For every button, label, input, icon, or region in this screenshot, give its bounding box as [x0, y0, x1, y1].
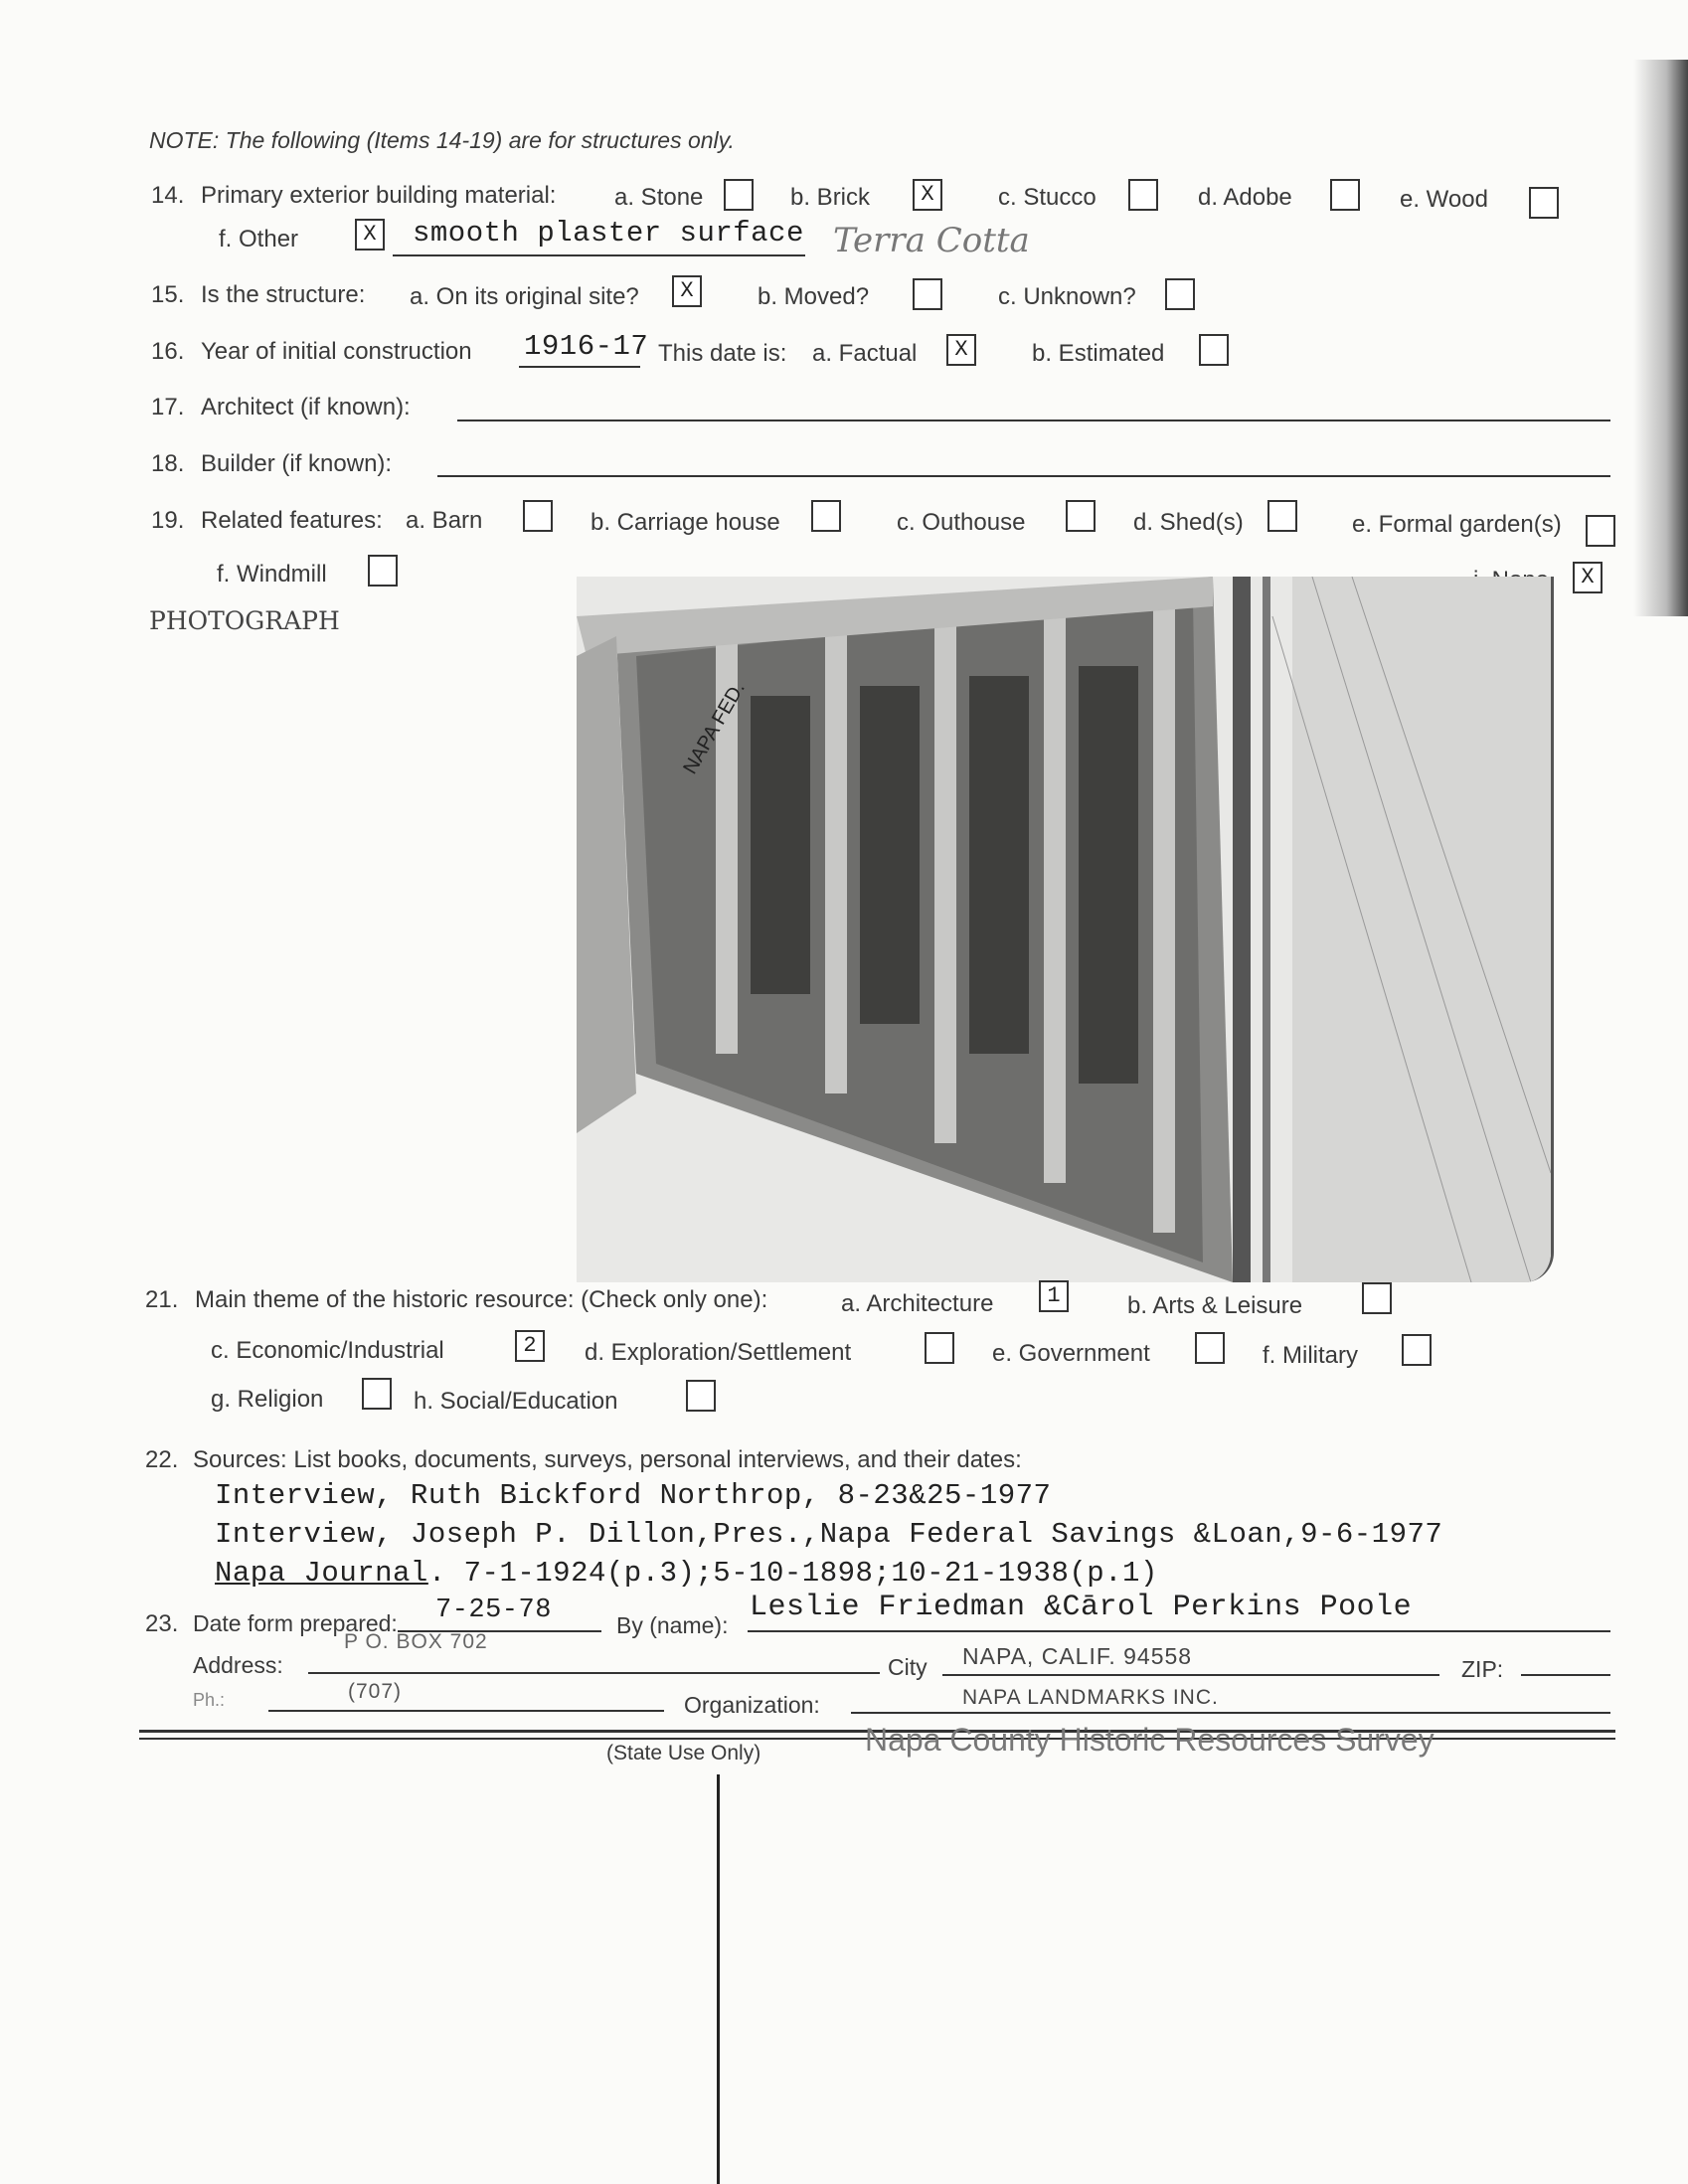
item-15-number: 15. — [151, 281, 185, 308]
stone-checkbox[interactable] — [724, 179, 754, 211]
note-text: NOTE: The following (Items 14-19) are for structures only. — [149, 127, 735, 153]
city-value: NAPA, CALIF. 94558 — [962, 1643, 1193, 1669]
source-line-1: Interview, Ruth Bickford Northrop, 8-23&25-1977 — [215, 1479, 1052, 1512]
phone-label: Ph.: — [193, 1690, 226, 1710]
original-site-label: a. On its original site? — [410, 283, 639, 310]
photograph-label: PHOTOGRAPH — [149, 606, 340, 635]
state-use-label: (State Use Only) — [606, 1742, 761, 1764]
zip-underline — [1521, 1674, 1610, 1676]
by-name-label: By (name): — [616, 1612, 729, 1638]
item-17-number: 17. — [151, 394, 185, 420]
date-is-label: This date is: — [658, 340, 787, 367]
wood-label: e. Wood — [1400, 186, 1488, 213]
page-edge-shadow — [1633, 60, 1688, 616]
carriage-house-checkbox[interactable] — [811, 500, 841, 532]
outhouse-label: c. Outhouse — [897, 509, 1026, 536]
builder-line[interactable] — [437, 475, 1610, 477]
handwritten-terra-cotta: Terra Cotta — [833, 221, 1030, 260]
other-underline — [393, 254, 805, 256]
stucco-checkbox[interactable] — [1128, 179, 1158, 211]
arts-leisure-label: b. Arts & Leisure — [1127, 1292, 1303, 1319]
item-14-label: Primary exterior building material: — [201, 182, 557, 209]
stone-label: a. Stone — [614, 184, 704, 211]
original-site-checkbox[interactable]: X — [672, 275, 702, 307]
date-prepared-value: 7-25-78 — [435, 1596, 552, 1625]
building-photograph — [577, 577, 1554, 1282]
government-label: e. Government — [992, 1340, 1150, 1367]
economic-industrial-label: c. Economic/Industrial — [211, 1337, 444, 1364]
factual-label: a. Factual — [812, 340, 918, 367]
factual-checkbox[interactable]: X — [946, 334, 976, 366]
moved-label: b. Moved? — [758, 283, 870, 310]
item-21-label: Main theme of the historic resource: (Check only one): — [195, 1286, 768, 1313]
military-checkbox[interactable] — [1402, 1334, 1432, 1366]
item-15-label: Is the structure: — [201, 281, 366, 308]
address-label: Address: — [193, 1652, 283, 1678]
social-education-checkbox[interactable] — [686, 1380, 716, 1412]
brick-checkbox[interactable]: X — [913, 179, 942, 211]
government-checkbox[interactable] — [1195, 1332, 1225, 1364]
formal-garden-checkbox[interactable] — [1586, 515, 1615, 547]
organization-value: NAPA LANDMARKS INC. — [962, 1686, 1219, 1709]
adobe-checkbox[interactable] — [1330, 179, 1360, 211]
address-value: P O. BOX 702 — [344, 1630, 488, 1653]
item-16-label: Year of initial construction — [201, 338, 472, 365]
state-use-divider — [717, 1774, 720, 2184]
none-checkbox[interactable]: X — [1573, 562, 1603, 593]
adobe-label: d. Adobe — [1198, 184, 1292, 211]
social-education-label: h. Social/Education — [414, 1388, 618, 1415]
item-22-label: Sources: List books, documents, surveys, personal interviews, and their dates: — [193, 1446, 1022, 1473]
other-material-value: smooth plaster surface — [413, 217, 804, 250]
religion-checkbox[interactable] — [362, 1378, 392, 1410]
item-21-number: 21. — [145, 1286, 179, 1313]
organization-underline — [851, 1712, 1610, 1714]
journal-dates: . 7-1-1924(p.3);5-10-1898;10-21-1938(p.1) — [427, 1557, 1158, 1590]
organization-label: Organization: — [684, 1692, 820, 1718]
journal-title: Napa Journal — [215, 1557, 428, 1590]
other-label: f. Other — [219, 226, 299, 252]
photo-sign-text: NAPA FED. — [679, 678, 750, 778]
by-name-value: Leslie Friedman &Cārol Perkins Poole — [750, 1591, 1413, 1624]
windmill-label: f. Windmill — [217, 561, 327, 588]
survey-stamp: Napa County Historic Resources Survey — [865, 1722, 1435, 1758]
year-underline — [519, 366, 640, 368]
economic-industrial-checkbox[interactable]: 2 — [515, 1330, 545, 1362]
item-16-number: 16. — [151, 338, 185, 365]
outhouse-checkbox[interactable] — [1066, 500, 1096, 532]
unknown-checkbox[interactable] — [1165, 278, 1195, 310]
item-23-number: 23. — [145, 1610, 179, 1637]
barn-checkbox[interactable] — [523, 500, 553, 532]
building-photo-sketch — [577, 577, 1551, 1282]
zip-label: ZIP: — [1461, 1656, 1504, 1682]
by-name-underline — [748, 1630, 1610, 1632]
exploration-settlement-checkbox[interactable] — [925, 1332, 954, 1364]
item-18-number: 18. — [151, 450, 185, 477]
item-22-number: 22. — [145, 1446, 179, 1473]
architect-line[interactable] — [457, 420, 1610, 421]
item-18-label: Builder (if known): — [201, 450, 393, 477]
estimated-checkbox[interactable] — [1199, 334, 1229, 366]
architecture-label: a. Architecture — [841, 1290, 994, 1317]
item-17-label: Architect (if known): — [201, 394, 411, 420]
windmill-checkbox[interactable] — [368, 555, 398, 587]
item-14-number: 14. — [151, 182, 185, 209]
other-checkbox[interactable]: X — [355, 219, 385, 251]
source-line-3 — [215, 1557, 1158, 1590]
city-label: City — [888, 1654, 928, 1680]
brick-label: b. Brick — [790, 184, 871, 211]
item-19-number: 19. — [151, 507, 185, 534]
phone-underline — [268, 1710, 664, 1712]
address-underline — [308, 1672, 880, 1674]
wood-checkbox[interactable] — [1529, 187, 1559, 219]
unknown-label: c. Unknown? — [998, 283, 1136, 310]
city-underline — [942, 1674, 1439, 1676]
date-prepared-label: Date form prepared: — [193, 1610, 398, 1636]
source-line-2: Interview, Joseph P. Dillon,Pres.,Napa Federal Savings &Loan,9-6-1977 — [215, 1518, 1443, 1551]
arts-leisure-checkbox[interactable] — [1362, 1282, 1392, 1314]
construction-year-value: 1916-17 — [524, 330, 649, 363]
religion-label: g. Religion — [211, 1386, 324, 1413]
carriage-house-label: b. Carriage house — [591, 509, 780, 536]
item-19-label: Related features: — [201, 507, 383, 534]
stucco-label: c. Stucco — [998, 184, 1097, 211]
sheds-checkbox[interactable] — [1267, 500, 1297, 532]
estimated-label: b. Estimated — [1032, 340, 1165, 367]
architecture-checkbox[interactable]: 1 — [1039, 1280, 1069, 1312]
phone-value: (707) — [348, 1680, 403, 1703]
exploration-settlement-label: d. Exploration/Settlement — [585, 1339, 852, 1366]
moved-checkbox[interactable] — [913, 278, 942, 310]
barn-label: a. Barn — [406, 507, 483, 534]
sheds-label: d. Shed(s) — [1133, 509, 1244, 536]
formal-garden-label: e. Formal garden(s) — [1352, 511, 1562, 538]
military-label: f. Military — [1263, 1342, 1358, 1369]
